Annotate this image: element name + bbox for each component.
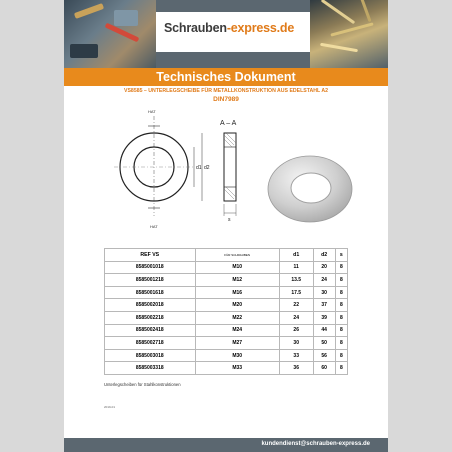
- cell-d2: 37: [313, 299, 335, 312]
- document-title: Technisches Dokument: [156, 70, 296, 84]
- table-row: [105, 299, 348, 312]
- screws-photo: [310, 0, 388, 68]
- cell-d1: 11: [279, 261, 313, 274]
- cell-d2: 30: [313, 286, 335, 299]
- cell-ref: 8585003318: [105, 362, 196, 375]
- col-d2: d2: [313, 249, 335, 262]
- cell-screw: M10: [195, 261, 279, 274]
- hat-top-label: HAT: [148, 109, 156, 114]
- col-screw: FÜR SCHRAUBEN: [195, 249, 279, 262]
- table-row: [105, 261, 348, 274]
- cell-screw: M27: [195, 337, 279, 350]
- spec-table: [104, 248, 348, 375]
- table-row: [105, 311, 348, 324]
- cell-d2: 60: [313, 362, 335, 375]
- dim-s-label: s: [228, 217, 231, 223]
- cell-d1: 26: [279, 324, 313, 337]
- cell-ref: 8585001618: [105, 286, 196, 299]
- cell-d2: 24: [313, 274, 335, 287]
- cell-screw: M16: [195, 286, 279, 299]
- cell-s: 8: [335, 286, 347, 299]
- col-d1: d1: [279, 249, 313, 262]
- cell-ref: 8585001218: [105, 274, 196, 287]
- dim-d1-label: d1: [196, 165, 202, 171]
- cell-d1: 24: [279, 311, 313, 324]
- page-code: 2019-01: [104, 405, 116, 409]
- cell-d1: 36: [279, 362, 313, 375]
- cell-d1: 33: [279, 349, 313, 362]
- table-caption: Unterlegscheiben für Stahlkonstruktionen: [104, 382, 181, 387]
- cell-screw: M20: [195, 299, 279, 312]
- table-row: [105, 362, 348, 375]
- cell-s: 8: [335, 311, 347, 324]
- cell-s: 8: [335, 362, 347, 375]
- cell-screw: M24: [195, 324, 279, 337]
- cell-s: 8: [335, 299, 347, 312]
- cell-d2: 56: [313, 349, 335, 362]
- dim-d2-label: d2: [204, 165, 210, 171]
- section-label: A – A: [220, 120, 237, 127]
- cell-ref: 8585002218: [105, 311, 196, 324]
- cell-d1: 22: [279, 299, 313, 312]
- cell-ref: 8585001018: [105, 261, 196, 274]
- cell-s: 8: [335, 274, 347, 287]
- hat-bottom-label: HAT: [150, 224, 158, 229]
- table-row: [105, 274, 348, 287]
- cell-s: 8: [335, 324, 347, 337]
- cell-d1: 30: [279, 337, 313, 350]
- table-row: [105, 349, 348, 362]
- col-s: s: [335, 249, 347, 262]
- cell-ref: 8585002018: [105, 299, 196, 312]
- cell-d2: 39: [313, 311, 335, 324]
- cell-screw: M30: [195, 349, 279, 362]
- logo-suffix: -express.de: [226, 21, 295, 35]
- table-row: [105, 286, 348, 299]
- table-row: [105, 324, 348, 337]
- cell-screw: M22: [195, 311, 279, 324]
- col-ref: REF VS: [105, 249, 196, 262]
- table-row: [105, 337, 348, 350]
- header-banner: [64, 0, 388, 68]
- cell-screw: M12: [195, 274, 279, 287]
- cell-ref: 8585003018: [105, 349, 196, 362]
- cell-d1: 17.5: [279, 286, 313, 299]
- standard-label: DIN7989: [213, 96, 239, 103]
- table-header-row: [105, 249, 348, 262]
- company-logo[interactable]: [164, 21, 294, 35]
- cell-s: 8: [335, 261, 347, 274]
- cell-s: 8: [335, 349, 347, 362]
- logo-brand: Schrauben: [164, 21, 227, 35]
- tools-photo: [64, 0, 156, 68]
- cell-screw: M33: [195, 362, 279, 375]
- cell-s: 8: [335, 337, 347, 350]
- product-subtitle: VS8585 – UNTERLEGSCHEIBE FÜR METALLKONSTRUKTION AUS EDELSTAHL A2: [124, 88, 328, 94]
- footer-email-link[interactable]: kundendienst@schrauben-express.de: [261, 441, 370, 447]
- cell-d2: 50: [313, 337, 335, 350]
- cell-d2: 20: [313, 261, 335, 274]
- cell-d1: 13.5: [279, 274, 313, 287]
- document-page: [64, 0, 388, 452]
- washer-photo: [262, 152, 358, 226]
- cell-ref: 8585002418: [105, 324, 196, 337]
- cell-d2: 44: [313, 324, 335, 337]
- cell-ref: 8585002718: [105, 337, 196, 350]
